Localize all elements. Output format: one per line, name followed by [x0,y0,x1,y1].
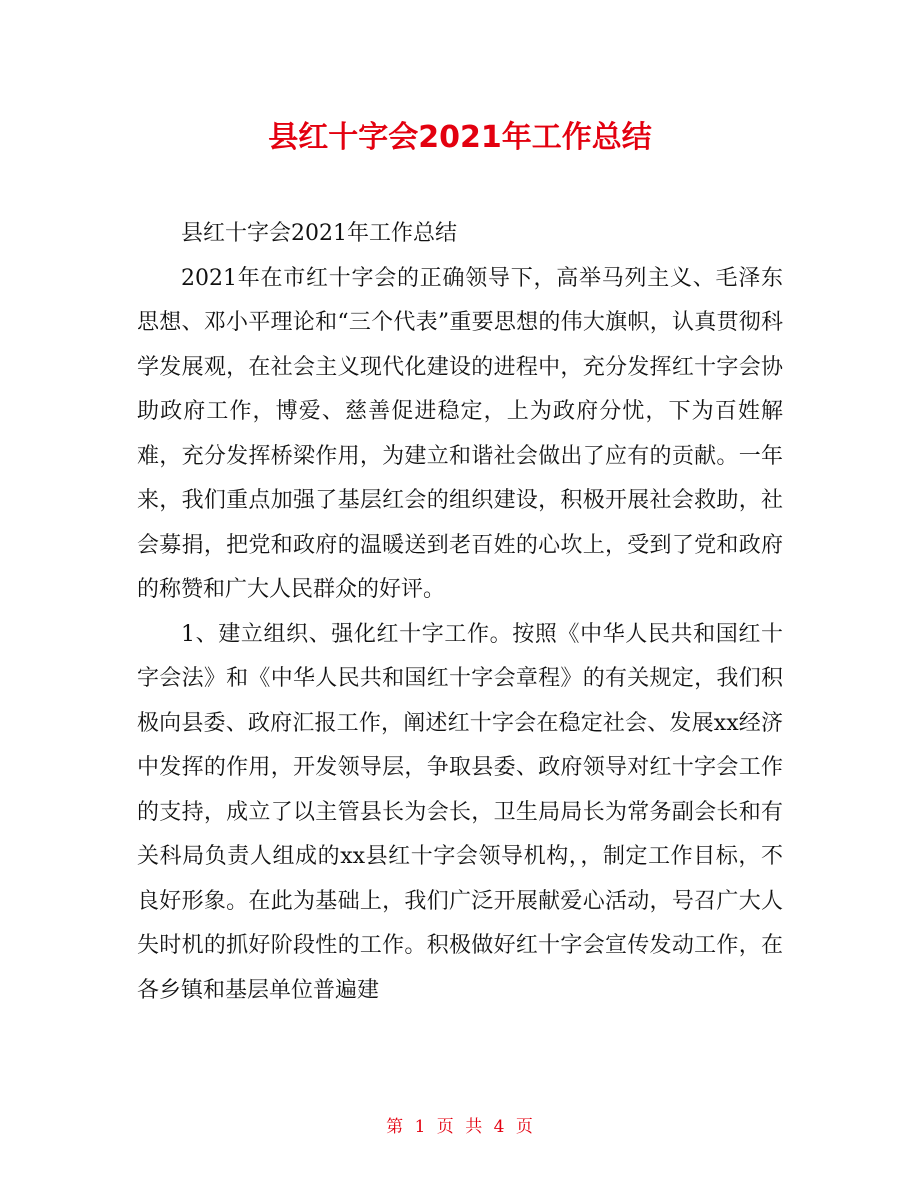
document-title: 县红十字会2021年工作总结 [268,120,652,155]
paragraph-heading: 县红十字会2021年工作总结 [181,221,457,246]
paragraph-intro: 2021年在市红十字会的正确领导下，高举马列主义、毛泽东思想、邓小平理论和“三个代表”重要思想的伟大旗帜，认真贯彻科学发展观，在社会主义现代化建设的进程中，充分发挥红十字会协助政府工作，博爱、慈善促进稳定，上为政府分忧，下为百姓解难，充分发挥桥梁作用，为建立和谐社会做出了应有的贡献。一年来，我们重点加强了基层红会的组织建设，积极开展社会救助，社会募捐，把党和政府的温暖送到老百姓的心坎上，受到了党和政府的称赞和广大人民群众的好评。 [137,265,783,602]
paragraph-section-1: 1、建立组织、强化红十字工作。按照《中华人民共和国红十字会法》和《中华人民共和国红十字会章程》的有关规定，我们积极向县委、政府汇报工作，阐述红十字会在稳定社会、发展xx经济中发挥的作用，开发领导层，争取县委、政府领导对红十字会工作的支持，成立了以主管县长为会长，卫生局局长为常务副会长和有关科局负责人组成的xx县红十字会领导机构，，制定工作目标，不良好形象。在此为基础上，我们广泛开展献爱心活动，号召广大人失时机的抓好阶段性的工作。积极做好红十字会宣传发动工作，在各乡镇和基层单位普遍建 [137,621,783,1003]
document-body [137,212,783,1013]
page-number-footer: 第 1 页 共 4 页 [386,1117,534,1137]
